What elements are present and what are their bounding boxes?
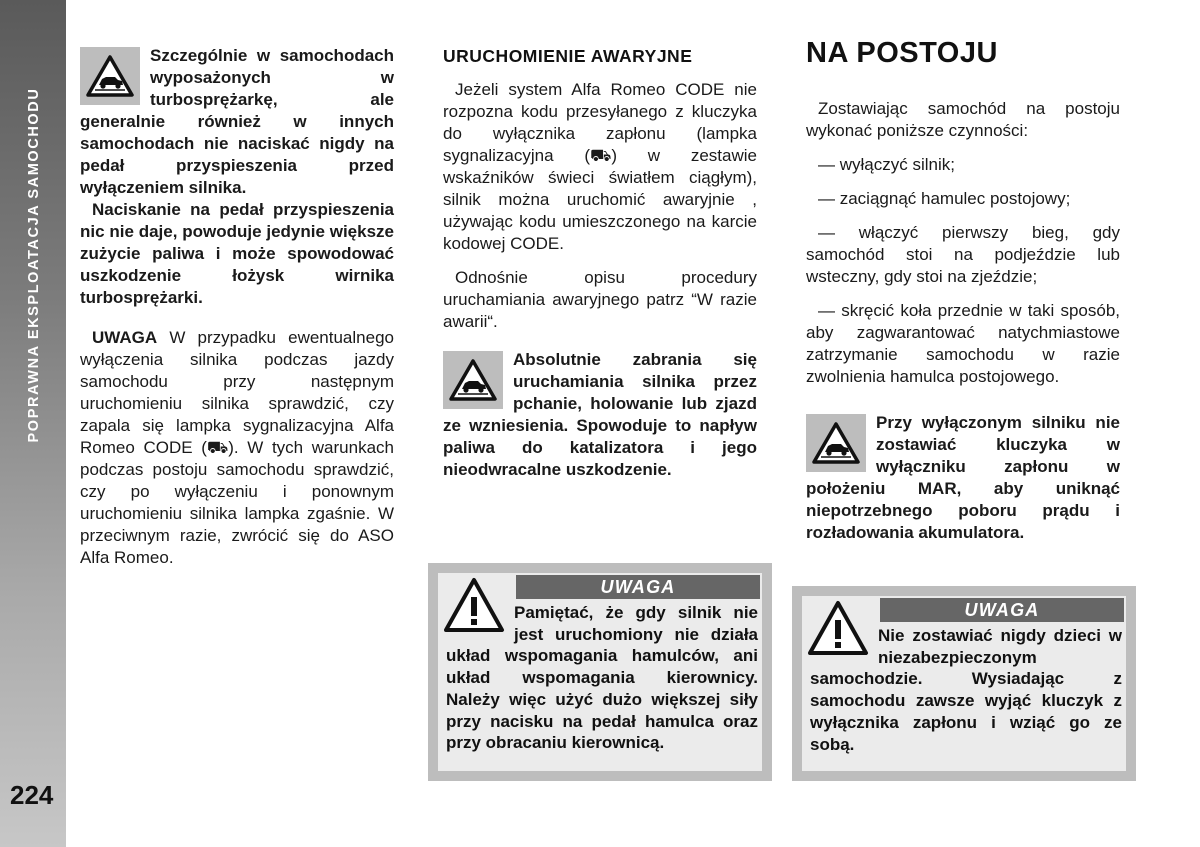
caution-title: UWAGA [516,575,760,599]
left-warning-paragraph [80,45,394,199]
list-item: — wyłączyć silnik; [818,155,955,174]
middle-warning-paragraph [443,349,757,481]
page-heading: NA POSTOJU [806,37,998,69]
caution-text: Pamiętać, że gdy silnik nie jest uruchomiony nie działa układ wspomagania hamulców, ani układ wspomagania kierownicy. Należy więc użyć dużo większej siły przy nacisku na pedał hamulca oraz przy obracaniu kierownicą. [446,603,758,753]
left-column [80,45,394,569]
middle-paragraph-2: Odnośnie opisu procedury uruchamiania awaryjnego patrz “W razie awarii“. [443,268,757,331]
caution-text: Nie zostawiać nigdy dzieci w niezabezpieczonym samochodzie. Wysiadając z samochodu zawsze wyjąć kluczyk z wyłącznika zapłonu i wziąć go ze sobą. [810,626,1122,754]
exclamation-icon [442,575,506,635]
right-warning-paragraph [806,412,1120,544]
list-item: — zaciągnąć hamulec postojowy; [818,189,1071,208]
caution-box [428,563,772,781]
middle-paragraph-1: Jeżeli system Alfa Romeo CODE nie rozpozna kodu przesyłanego z kluczyka do wyłącznika zapłonu (lampka sygnalizacyjna (⛟) w zestawie wskaźników świeci światłem ciągłym), silnik można uruchomić awaryjnie , używając kodu umieszczonego na karcie kodowej CODE. [443,80,757,253]
left-note-paragraph [80,327,394,569]
car-warning-icon [443,351,503,409]
list-item: — skręcić koła przednie w taki sposób, aby zagwarantować natychmiastowe zatrzymanie samochodu w razie zwolnienia hamulca postojowego. [806,301,1120,386]
caution-box [792,586,1136,781]
warning-text: Przy wyłączonym silniku nie zostawiać kluczyka w wyłączniku zapłonu w położeniu MAR, aby uniknąć niepotrzebnego poboru prądu i rozładowania akumulatora. [806,413,1120,542]
exclamation-icon [806,598,870,658]
list-item: — włączyć pierwszy bieg, gdy samochód stoi na podjeździe lub wsteczny, gdy stoi na zjeździe; [806,223,1120,286]
sidebar [0,0,66,847]
car-warning-icon [806,414,866,472]
right-column [806,37,1120,544]
intro-paragraph: Zostawiając samochód na postoju wykonać poniższe czynności: [806,99,1120,140]
middle-column [443,45,757,481]
note-label: UWAGA [92,328,158,347]
section-title: POPRAWNA EKSPLOATACJA SAMOCHODU [26,87,42,443]
page-number: 224 [10,780,54,810]
steps-list [806,154,1120,388]
caution-box-inner [438,573,762,771]
section-heading: URUCHOMIENIE AWARYJNE [443,46,693,66]
caution-title: UWAGA [880,598,1124,622]
warning-text: Szczególnie w samochodach wyposażonych w turbosprężarkę, ale generalnie również w innych samochodach nie naciskać nigdy na pedał przyspieszenia przed wyłączeniem silnika. [80,46,394,197]
car-warning-icon [80,47,140,105]
note-text: W przypadku ewentualnego wyłączenia silnika podczas jazdy samochodu przy następnym uruchomieniu silnika sprawdzić, czy zapala się lampka sygnalizacyjna Alfa Romeo CODE (⛟). W tych warunkach podczas postoju samochodu sprawdzić, czy po wyłączeniu i ponownym uruchomieniu silnika lampka zgaśnie. W przeciwnym razie, zwrócić się do ASO Alfa Romeo. [80,328,394,567]
warning-text: Absolutnie zabrania się uruchamiania silnika przez pchanie, holowanie lub zjazd ze wzniesienia. Spowoduje to napływ paliwa do katalizatora i jego nieodwracalne uszkodzenie. [443,350,757,479]
caution-box-inner [802,596,1126,771]
left-warning-paragraph-2: Naciskanie na pedał przyspieszenia nic nie daje, powoduje jedynie większe zużycie paliwa i może spowodować uszkodzenie łożysk wirnika turbosprężarki. [80,200,394,307]
